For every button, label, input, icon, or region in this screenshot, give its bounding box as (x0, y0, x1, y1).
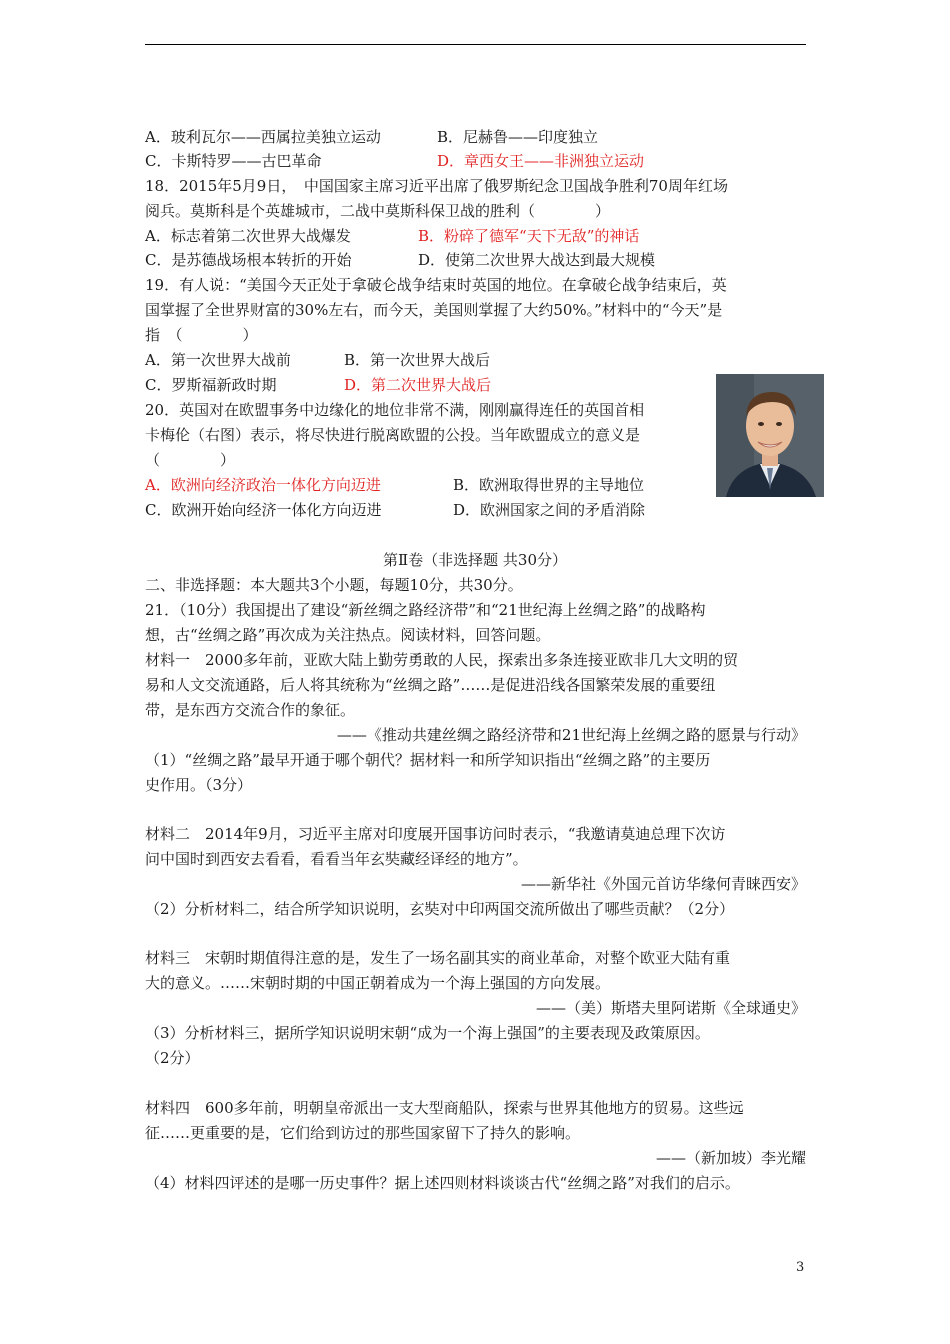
q19-stem-line2: 国掌握了全世界财富的30%左右，而今天，美国则掌握了大约50%。”材料中的“今天”是 (145, 301, 723, 319)
q20-stem-line3: （ ） (145, 451, 236, 469)
q19-stem-line3: 指 （ ） (145, 326, 258, 344)
material2-source: ——新华社《外国元首访华缘何青睐西安》 (520, 875, 806, 893)
q20-option-a-answer: A．欧洲向经济政治一体化方向迈进 (145, 476, 381, 494)
cameron-portrait-photo (716, 374, 824, 497)
q21-stem-line1: 21．（10分）我国提出了建设“新丝绸之路经济带”和“21世纪海上丝绸之路”的战略构 (145, 601, 706, 619)
q19-option-d-answer: D．第二次世界大战后 (344, 376, 492, 394)
material1-line2: 易和人文交流通路，后人将其统称为“丝绸之路”……是促进沿线各国繁荣发展的重要纽 (145, 676, 716, 694)
subquestion1-line1: （1）“丝绸之路”最早开通于哪个朝代？据材料一和所学知识指出“丝绸之路”的主要历 (145, 751, 711, 769)
q18-option-c: C．是苏德战场根本转折的开始 (145, 251, 352, 269)
q18-stem-line2: 阅兵。莫斯科是个英雄城市，二战中莫斯科保卫战的胜利（ ） (145, 202, 611, 220)
q21-stem-line2: 想，古“丝绸之路”再次成为关注热点。阅读材料，回答问题。 (145, 626, 551, 644)
q20-stem-line1: 20．英国对在欧盟事务中边缘化的地位非常不满，刚刚赢得连任的英国首相 (145, 401, 645, 419)
q19-option-c: C．罗斯福新政时期 (145, 376, 277, 394)
page-number: 3 (796, 1260, 805, 1275)
material2-line2: 问中国时到西安去看看，看看当年玄奘藏经译经的地方”。 (145, 850, 528, 868)
subquestion3-line1: （3）分析材料三，据所学知识说明宋朝“成为一个海上强国”的主要表现及政策原因。 (145, 1024, 710, 1042)
material4-line2: 征……更重要的是，它们给到访过的那些国家留下了持久的影响。 (145, 1124, 581, 1142)
material3-line1: 材料三 宋朝时期值得注意的是，发生了一场名副其实的商业革命，对整个欧亚大陆有重 (145, 949, 731, 967)
material3-source: ——（美）斯塔夫里阿诺斯《全球通史》 (535, 999, 806, 1017)
q17-option-c: C．卡斯特罗——古巴革命 (145, 152, 322, 170)
q20-option-c: C．欧洲开始向经济一体化方向迈进 (145, 501, 382, 519)
q19-stem-line1: 19．有人说：“美国今天正处于拿破仑战争结束时英国的地位。在拿破仑战争结束后，英 (145, 276, 727, 294)
subquestion1-line2: 史作用。（3分） (145, 776, 253, 794)
material4-line1: 材料四 600多年前，明朝皇帝派出一支大型商船队，探索与世界其他地方的贸易。这些远 (145, 1099, 744, 1117)
subquestion2: （2）分析材料二，结合所学知识说明，玄奘对中印两国交流所做出了哪些贡献？（2分） (145, 900, 735, 918)
section2-intro: 二、非选择题：本大题共3个小题，每题10分，共30分。 (145, 576, 523, 594)
q20-option-d: D．欧洲国家之间的矛盾消除 (453, 501, 646, 519)
material1-line1: 材料一 2000多年前，亚欧大陆上勤劳勇敢的人民，探索出多条连接亚欧非几大文明的贸 (145, 651, 739, 669)
q18-option-b-answer: B．粉碎了德军“天下无敌”的神话 (418, 227, 640, 245)
material1-line3: 带，是东西方交流合作的象征。 (145, 701, 356, 719)
section2-title: 第Ⅱ卷（非选择题 共30分） (382, 551, 568, 569)
material1-source: ——《推动共建丝绸之路经济带和21世纪海上丝绸之路的愿景与行动》 (336, 726, 806, 744)
q18-option-a: A．标志着第二次世界大战爆发 (145, 227, 351, 245)
subquestion4: （4）材料四评述的是哪一历史事件？据上述四则材料谈谈古代“丝绸之路”对我们的启示。 (145, 1174, 740, 1192)
q18-option-d: D．使第二次世界大战达到最大规模 (418, 251, 656, 269)
q17-option-b: B．尼赫鲁——印度独立 (437, 128, 599, 146)
subquestion3-line2: （2分） (145, 1049, 200, 1067)
q19-option-b: B．第一次世界大战后 (344, 351, 491, 369)
portrait-illustration (716, 374, 824, 497)
q20-stem-line2: 卡梅伦（右图）表示，将尽快进行脱离欧盟的公投。当年欧盟成立的意义是 (145, 426, 641, 444)
material3-line2: 大的意义。……宋朝时期的中国正朝着成为一个海上强国的方向发展。 (145, 974, 611, 992)
q18-stem-line1: 18．2015年5月9日， 中国国家主席习近平出席了俄罗斯纪念卫国战争胜利70周年红场 (145, 177, 728, 195)
q19-option-a: A．第一次世界大战前 (145, 351, 291, 369)
q17-option-a: A．玻利瓦尔——西属拉美独立运动 (145, 128, 381, 146)
material4-source: ——（新加坡）李光耀 (655, 1149, 806, 1167)
material2-line1: 材料二 2014年9月，习近平主席对印度展开国事访问时表示，“我邀请莫迪总理下次访 (145, 825, 726, 843)
q20-option-b: B．欧洲取得世界的主导地位 (453, 476, 645, 494)
header-rule (145, 44, 806, 45)
q17-option-d-answer: D．章西女王——非洲独立运动 (437, 152, 645, 170)
